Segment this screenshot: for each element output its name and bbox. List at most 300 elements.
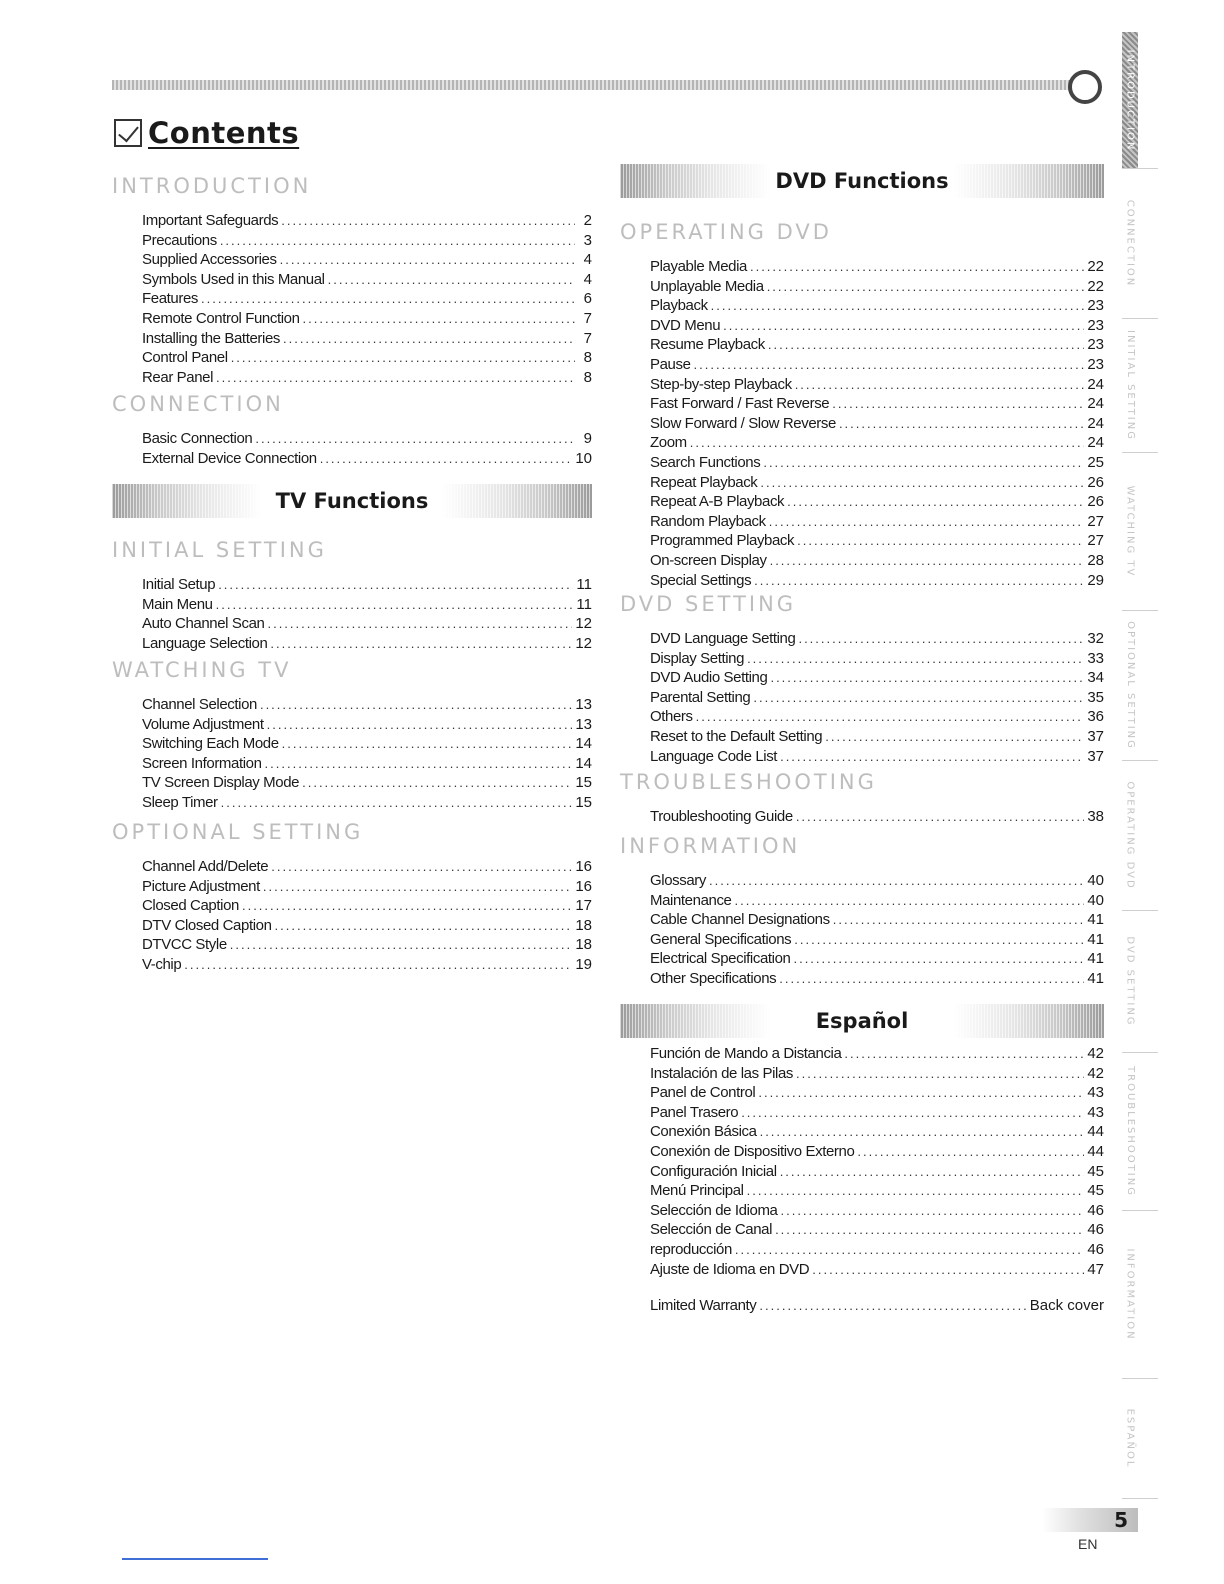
toc-entry[interactable] bbox=[650, 1142, 1104, 1162]
side-tab[interactable] bbox=[1122, 318, 1138, 452]
toc-leader bbox=[779, 969, 1084, 989]
toc-entry[interactable] bbox=[142, 773, 592, 793]
section-heading: OPERATING DVD bbox=[620, 220, 832, 244]
toc-label: Important Safeguards bbox=[142, 212, 279, 229]
toc-entry[interactable] bbox=[650, 296, 1104, 316]
toc-leader bbox=[255, 429, 575, 449]
toc-leader bbox=[328, 270, 575, 290]
toc-entry[interactable] bbox=[650, 492, 1104, 512]
toc-leader bbox=[760, 473, 1084, 493]
toc-page-number: 7 bbox=[583, 309, 592, 327]
toc-page-number: 43 bbox=[1087, 1084, 1104, 1102]
toc-page-number: 11 bbox=[576, 595, 592, 613]
banner-text: Español bbox=[815, 1009, 909, 1033]
toc-label: Conexión de Dispositivo Externo bbox=[650, 1142, 855, 1160]
toc-page-number: 13 bbox=[575, 696, 592, 713]
side-tab-label: DVD SETTING bbox=[1124, 935, 1136, 1027]
toc-leader bbox=[221, 793, 573, 813]
toc-page-number: 32 bbox=[1087, 630, 1104, 647]
toc-entry[interactable] bbox=[650, 257, 1104, 277]
toc-label: Control Panel bbox=[142, 349, 228, 367]
toc-label: Others bbox=[650, 708, 693, 726]
toc-page-number: 23 bbox=[1087, 316, 1104, 334]
bottom-rule bbox=[122, 1558, 268, 1560]
toc-label: Symbols Used in this Manual bbox=[142, 270, 325, 288]
toc-label: Limited Warranty bbox=[650, 1297, 757, 1314]
toc-page-number: 10 bbox=[575, 449, 592, 467]
toc-label: Rear Panel bbox=[142, 368, 214, 386]
toc-label: Search Functions bbox=[650, 453, 761, 471]
toc-entry[interactable] bbox=[650, 1122, 1104, 1142]
toc-page-number: 15 bbox=[575, 774, 592, 792]
toc-entry[interactable] bbox=[142, 955, 592, 975]
toc-page-number: 4 bbox=[583, 251, 592, 269]
side-tab[interactable] bbox=[1122, 1052, 1138, 1210]
toc-leader bbox=[320, 449, 573, 469]
toc-entry[interactable] bbox=[142, 575, 592, 595]
toc-entry[interactable] bbox=[142, 429, 592, 449]
toc-entry[interactable] bbox=[142, 734, 592, 754]
toc-page-number: 41 bbox=[1087, 911, 1104, 929]
toc-leader bbox=[750, 257, 1084, 277]
toc-label: Menú Principal bbox=[650, 1182, 744, 1200]
banner-pattern bbox=[954, 164, 1104, 198]
toc-label: Cable Channel Designations bbox=[650, 911, 830, 929]
toc-leader bbox=[770, 668, 1084, 688]
toc-leader bbox=[780, 1201, 1084, 1221]
toc-page-number: 8 bbox=[583, 349, 592, 367]
toc-label: Playback bbox=[650, 297, 708, 315]
toc-leader bbox=[690, 433, 1085, 453]
section-information bbox=[620, 836, 1104, 989]
toc-page-number: 19 bbox=[575, 955, 592, 973]
toc-page-number: 11 bbox=[576, 576, 592, 593]
toc-page-number: 41 bbox=[1087, 930, 1104, 948]
toc-entry[interactable] bbox=[650, 1181, 1104, 1201]
page-number: 5 bbox=[1114, 1508, 1128, 1532]
toc-leader bbox=[794, 930, 1084, 950]
toc-page-number: 12 bbox=[575, 615, 592, 633]
toc-label: DVD Menu bbox=[650, 316, 721, 334]
toc-page-number: 24 bbox=[1087, 414, 1104, 432]
toc-leader bbox=[218, 575, 573, 595]
toc-page-number: 33 bbox=[1087, 649, 1104, 667]
banner-text: DVD Functions bbox=[775, 169, 949, 193]
toc-label: Maintenance bbox=[650, 891, 732, 909]
toc-label: Other Specifications bbox=[650, 969, 777, 987]
toc-list bbox=[620, 1044, 1104, 1279]
toc-label: Main Menu bbox=[142, 595, 213, 613]
side-tab-label: OPERATING DVD bbox=[1124, 780, 1136, 890]
toc-label: Repeat Playback bbox=[650, 473, 758, 491]
toc-page-number: 22 bbox=[1087, 258, 1104, 275]
toc-page-number: 18 bbox=[575, 916, 592, 934]
toc-page-number: 45 bbox=[1087, 1162, 1104, 1180]
toc-page-number: 46 bbox=[1087, 1201, 1104, 1219]
toc-leader bbox=[263, 877, 572, 897]
toc-page-number: 25 bbox=[1087, 453, 1104, 471]
toc-entry[interactable] bbox=[650, 891, 1104, 911]
toc-leader bbox=[797, 531, 1084, 551]
toc-leader bbox=[780, 1162, 1085, 1182]
toc-label: Programmed Playback bbox=[650, 532, 795, 550]
toc-label: Instalación de las Pilas bbox=[650, 1064, 793, 1082]
toc-entry[interactable] bbox=[650, 930, 1104, 950]
toc-leader bbox=[216, 368, 575, 388]
toc-leader bbox=[216, 595, 574, 615]
toc-leader bbox=[280, 250, 575, 270]
toc-entry[interactable] bbox=[650, 1240, 1104, 1260]
toc-entry[interactable] bbox=[650, 1201, 1104, 1221]
toc-page-number: 37 bbox=[1087, 747, 1104, 765]
toc-leader bbox=[763, 453, 1084, 473]
toc-entry[interactable] bbox=[650, 473, 1104, 493]
toc-leader bbox=[753, 688, 1084, 708]
toc-entry[interactable] bbox=[142, 877, 592, 897]
toc-page-number: 24 bbox=[1087, 395, 1104, 413]
toc-page-number: 40 bbox=[1087, 891, 1104, 909]
toc-page-number: 42 bbox=[1087, 1064, 1104, 1082]
toc-entry[interactable] bbox=[142, 916, 592, 936]
dvd-functions-banner bbox=[620, 164, 1104, 198]
toc-page-number: 16 bbox=[575, 858, 592, 875]
side-tab[interactable] bbox=[1122, 32, 1138, 168]
toc-label: Features bbox=[142, 290, 198, 308]
toc-list bbox=[112, 211, 592, 387]
toc-leader bbox=[796, 807, 1085, 827]
toc-page-number: 7 bbox=[583, 329, 592, 347]
toc-page-number: 14 bbox=[575, 735, 592, 753]
side-tab[interactable] bbox=[1122, 760, 1138, 910]
toc-page-number: 24 bbox=[1087, 375, 1104, 393]
toc-entry[interactable] bbox=[650, 949, 1104, 969]
section-heading: INFORMATION bbox=[620, 834, 801, 858]
toc-leader bbox=[833, 910, 1085, 930]
toc-entry[interactable] bbox=[650, 629, 1104, 649]
toc-leader bbox=[184, 955, 572, 975]
toc-entry[interactable] bbox=[650, 375, 1104, 395]
toc-label: Panel de Control bbox=[650, 1084, 756, 1102]
toc-entry[interactable] bbox=[142, 289, 592, 309]
toc-page-number: 43 bbox=[1087, 1103, 1104, 1121]
toc-leader bbox=[798, 629, 1084, 649]
toc-entry[interactable] bbox=[142, 935, 592, 955]
toc-entry[interactable] bbox=[650, 394, 1104, 414]
tv-functions-banner bbox=[112, 484, 592, 518]
toc-leader bbox=[754, 571, 1084, 591]
toc-page-number: 44 bbox=[1087, 1142, 1104, 1160]
toc-label: Fast Forward / Fast Reverse bbox=[650, 395, 830, 413]
side-tab[interactable] bbox=[1122, 168, 1138, 318]
toc-entry[interactable] bbox=[650, 1162, 1104, 1182]
toc-page-number: 26 bbox=[1087, 473, 1104, 491]
toc-entry[interactable] bbox=[650, 414, 1104, 434]
section-espanol bbox=[620, 1030, 1104, 1279]
toc-page-number: 16 bbox=[575, 877, 592, 895]
toc-leader bbox=[220, 231, 575, 251]
banner-pattern bbox=[620, 164, 770, 198]
toc-leader bbox=[747, 1181, 1085, 1201]
toc-entry[interactable] bbox=[650, 1260, 1104, 1280]
toc-entry[interactable] bbox=[650, 277, 1104, 297]
toc-label: Switching Each Mode bbox=[142, 735, 279, 753]
toc-entry[interactable] bbox=[650, 807, 1104, 827]
page-number-badge bbox=[1042, 1508, 1138, 1532]
banner-pattern bbox=[112, 484, 262, 518]
toc-entry[interactable] bbox=[650, 355, 1104, 375]
side-tab-label: INFORMATION bbox=[1124, 1247, 1136, 1341]
toc-leader bbox=[302, 773, 572, 793]
toc-label: Closed Caption bbox=[142, 897, 239, 915]
toc-entry[interactable] bbox=[650, 668, 1104, 688]
toc-entry[interactable] bbox=[650, 688, 1104, 708]
toc-leader bbox=[825, 727, 1084, 747]
toc-label: Volume Adjustment bbox=[142, 715, 264, 733]
toc-list bbox=[112, 575, 592, 653]
section-heading: TROUBLESHOOTING bbox=[620, 770, 877, 794]
toc-list bbox=[620, 871, 1104, 989]
toc-entry[interactable] bbox=[142, 309, 592, 329]
toc-leader bbox=[812, 1260, 1084, 1280]
toc-label: Basic Connection bbox=[142, 430, 253, 447]
toc-entry[interactable] bbox=[650, 1083, 1104, 1103]
toc-label: Selección de Idioma bbox=[650, 1201, 778, 1219]
section-heading: DVD SETTING bbox=[620, 592, 797, 616]
toc-leader bbox=[857, 1142, 1084, 1162]
toc-page-number: 22 bbox=[1087, 277, 1104, 295]
toc-leader bbox=[711, 296, 1085, 316]
banner-pattern bbox=[442, 484, 592, 518]
section-connection bbox=[112, 394, 592, 468]
toc-label: Supplied Accessories bbox=[142, 251, 277, 269]
toc-page-number: 37 bbox=[1087, 727, 1104, 745]
toc-page-number: 14 bbox=[575, 754, 592, 772]
toc-page-number: 27 bbox=[1087, 512, 1104, 530]
toc-leader bbox=[282, 734, 573, 754]
toc-label: Playable Media bbox=[650, 258, 747, 275]
toc-page-number: 42 bbox=[1087, 1045, 1104, 1062]
toc-entry[interactable] bbox=[142, 270, 592, 290]
toc-label: Installing the Batteries bbox=[142, 329, 280, 347]
toc-entry[interactable] bbox=[142, 754, 592, 774]
toc-entry[interactable] bbox=[650, 1220, 1104, 1240]
toc-page-number: 8 bbox=[583, 368, 592, 386]
section-operating-dvd bbox=[620, 222, 1104, 590]
toc-entry[interactable] bbox=[650, 649, 1104, 669]
toc-entry[interactable] bbox=[142, 695, 592, 715]
toc-leader bbox=[694, 355, 1085, 375]
toc-label: DVD Language Setting bbox=[650, 630, 796, 647]
toc-page-number: 34 bbox=[1087, 669, 1104, 687]
toc-entry[interactable] bbox=[142, 329, 592, 349]
toc-leader bbox=[270, 634, 572, 654]
toc-entry[interactable] bbox=[650, 707, 1104, 727]
toc-leader bbox=[231, 348, 575, 368]
checkbox-icon bbox=[114, 119, 142, 147]
side-tab-label: ESPAÑOL bbox=[1124, 1408, 1136, 1468]
side-tab[interactable] bbox=[1122, 452, 1138, 610]
toc-page-number: 46 bbox=[1087, 1221, 1104, 1239]
toc-label: Repeat A-B Playback bbox=[650, 493, 785, 511]
toc-leader bbox=[793, 949, 1084, 969]
toc-entry[interactable] bbox=[142, 715, 592, 735]
toc-leader bbox=[796, 1064, 1084, 1084]
side-tab-label: WATCHING TV bbox=[1124, 485, 1136, 577]
toc-page-number: 4 bbox=[583, 270, 592, 288]
toc-entry[interactable] bbox=[142, 211, 592, 231]
toc-page-number: 38 bbox=[1087, 808, 1104, 825]
toc-leader bbox=[735, 1240, 1084, 1260]
toc-leader bbox=[275, 916, 573, 936]
section-heading: OPTIONAL SETTING bbox=[112, 820, 364, 844]
side-tab[interactable] bbox=[1122, 1378, 1138, 1498]
side-tab-label: TROUBLESHOOTING bbox=[1124, 1065, 1136, 1197]
toc-leader bbox=[832, 394, 1084, 414]
toc-page-number: 44 bbox=[1087, 1123, 1104, 1141]
toc-page-number: 9 bbox=[583, 430, 592, 447]
toc-label: General Specifications bbox=[650, 930, 792, 948]
page-title bbox=[114, 116, 299, 150]
toc-entry[interactable] bbox=[650, 727, 1104, 747]
toc-entry[interactable] bbox=[650, 316, 1104, 336]
toc-entry[interactable] bbox=[650, 335, 1104, 355]
toc-entry[interactable] bbox=[142, 634, 592, 654]
toc-label: Electrical Specification bbox=[650, 950, 791, 968]
toc-label: Picture Adjustment bbox=[142, 877, 260, 895]
toc-leader bbox=[265, 754, 573, 774]
toc-entry[interactable] bbox=[650, 1103, 1104, 1123]
toc-label: Remote Control Function bbox=[142, 309, 300, 327]
toc-page-number: 17 bbox=[575, 897, 592, 915]
toc-page-number: 27 bbox=[1087, 532, 1104, 550]
toc-leader bbox=[201, 289, 575, 309]
toc-entry[interactable] bbox=[650, 433, 1104, 453]
side-tab-label: OPTIONAL SETTING bbox=[1124, 620, 1136, 750]
toc-page-number: 12 bbox=[575, 634, 592, 652]
toc-leader bbox=[741, 1103, 1084, 1123]
toc-leader bbox=[758, 1083, 1084, 1103]
toc-label: On-screen Display bbox=[650, 551, 767, 569]
toc-label: Parental Setting bbox=[650, 688, 751, 706]
toc-page-number: 28 bbox=[1087, 551, 1104, 569]
toc-page-number: 36 bbox=[1087, 708, 1104, 726]
toc-leader bbox=[267, 614, 572, 634]
toc-entry[interactable] bbox=[650, 871, 1104, 891]
toc-leader bbox=[723, 316, 1084, 336]
toc-label: Initial Setup bbox=[142, 576, 216, 593]
toc-entry[interactable] bbox=[142, 595, 592, 615]
toc-leader bbox=[787, 492, 1084, 512]
toc-entry[interactable] bbox=[650, 1044, 1104, 1064]
side-tab[interactable] bbox=[1122, 610, 1138, 760]
toc-page-number: 29 bbox=[1087, 571, 1104, 589]
toc-page-number: 2 bbox=[583, 212, 592, 229]
toc-label: Random Playback bbox=[650, 512, 766, 530]
section-dvd-setting bbox=[620, 594, 1104, 766]
toc-leader bbox=[709, 871, 1084, 891]
toc-label: Configuración Inicial bbox=[650, 1162, 777, 1180]
side-tab-label: CONNECTION bbox=[1124, 199, 1136, 287]
toc-page-number: 41 bbox=[1087, 969, 1104, 987]
toc-entry[interactable] bbox=[650, 531, 1104, 551]
toc-entry[interactable] bbox=[650, 1296, 1104, 1316]
toc-page-number: 3 bbox=[583, 231, 592, 249]
toc-label: reproducción bbox=[650, 1240, 732, 1258]
top-rule bbox=[112, 80, 1072, 90]
toc-leader bbox=[283, 329, 575, 349]
toc-page-number: 23 bbox=[1087, 336, 1104, 354]
toc-entry[interactable] bbox=[142, 857, 592, 877]
toc-entry[interactable] bbox=[650, 551, 1104, 571]
toc-entry[interactable] bbox=[650, 910, 1104, 930]
toc-entry[interactable] bbox=[650, 571, 1104, 591]
toc-leader bbox=[696, 707, 1085, 727]
toc-label: Language Code List bbox=[650, 747, 778, 765]
toc-entry[interactable] bbox=[142, 250, 592, 270]
toc-label: V-chip bbox=[142, 955, 182, 973]
toc-entry[interactable] bbox=[142, 231, 592, 251]
toc-page-number: 26 bbox=[1087, 493, 1104, 511]
toc-entry[interactable] bbox=[142, 793, 592, 813]
toc-leader bbox=[780, 747, 1084, 767]
toc-leader bbox=[735, 891, 1085, 911]
toc-leader bbox=[271, 857, 572, 877]
side-tab[interactable] bbox=[1122, 1210, 1138, 1378]
toc-entry[interactable] bbox=[650, 969, 1104, 989]
toc-leader bbox=[770, 551, 1085, 571]
section-heading: WATCHING TV bbox=[112, 658, 292, 682]
toc-leader bbox=[795, 375, 1085, 395]
toc-entry[interactable] bbox=[650, 1064, 1104, 1084]
language-code: EN bbox=[1078, 1536, 1098, 1552]
toc-entry[interactable] bbox=[142, 896, 592, 916]
toc-page-number: 24 bbox=[1087, 434, 1104, 452]
toc-page-number: 45 bbox=[1087, 1182, 1104, 1200]
toc-label: Channel Add/Delete bbox=[142, 858, 269, 875]
toc-entry[interactable] bbox=[650, 512, 1104, 532]
toc-label: Selección de Canal bbox=[650, 1221, 773, 1239]
toc-list bbox=[112, 695, 592, 813]
side-tab-label: INITIAL SETTING bbox=[1124, 329, 1136, 441]
toc-label: TV Screen Display Mode bbox=[142, 774, 300, 792]
section-introduction bbox=[112, 176, 592, 387]
toc-leader bbox=[768, 335, 1084, 355]
toc-label: Ajuste de Idioma en DVD bbox=[650, 1260, 810, 1278]
toc-label: Glossary bbox=[650, 872, 706, 889]
toc-entry[interactable] bbox=[142, 449, 592, 469]
banner-text: TV Functions bbox=[275, 489, 429, 513]
toc-label: Sleep Timer bbox=[142, 793, 218, 811]
section-heading: INITIAL SETTING bbox=[112, 538, 327, 562]
toc-entry[interactable] bbox=[650, 747, 1104, 767]
toc-entry[interactable] bbox=[142, 348, 592, 368]
section-warranty bbox=[620, 1282, 1104, 1316]
toc-entry[interactable] bbox=[142, 614, 592, 634]
toc-label: Channel Selection bbox=[142, 696, 257, 713]
toc-label: Zoom bbox=[650, 434, 687, 452]
side-tab[interactable] bbox=[1122, 910, 1138, 1052]
toc-list bbox=[620, 629, 1104, 766]
toc-leader bbox=[839, 414, 1084, 434]
toc-label: Pause bbox=[650, 355, 691, 373]
toc-entry[interactable] bbox=[650, 453, 1104, 473]
toc-entry[interactable] bbox=[142, 368, 592, 388]
toc-label: Screen Information bbox=[142, 754, 262, 772]
toc-leader bbox=[303, 309, 575, 329]
toc-leader bbox=[769, 512, 1085, 532]
section-heading: INTRODUCTION bbox=[112, 174, 312, 198]
toc-list bbox=[112, 429, 592, 468]
